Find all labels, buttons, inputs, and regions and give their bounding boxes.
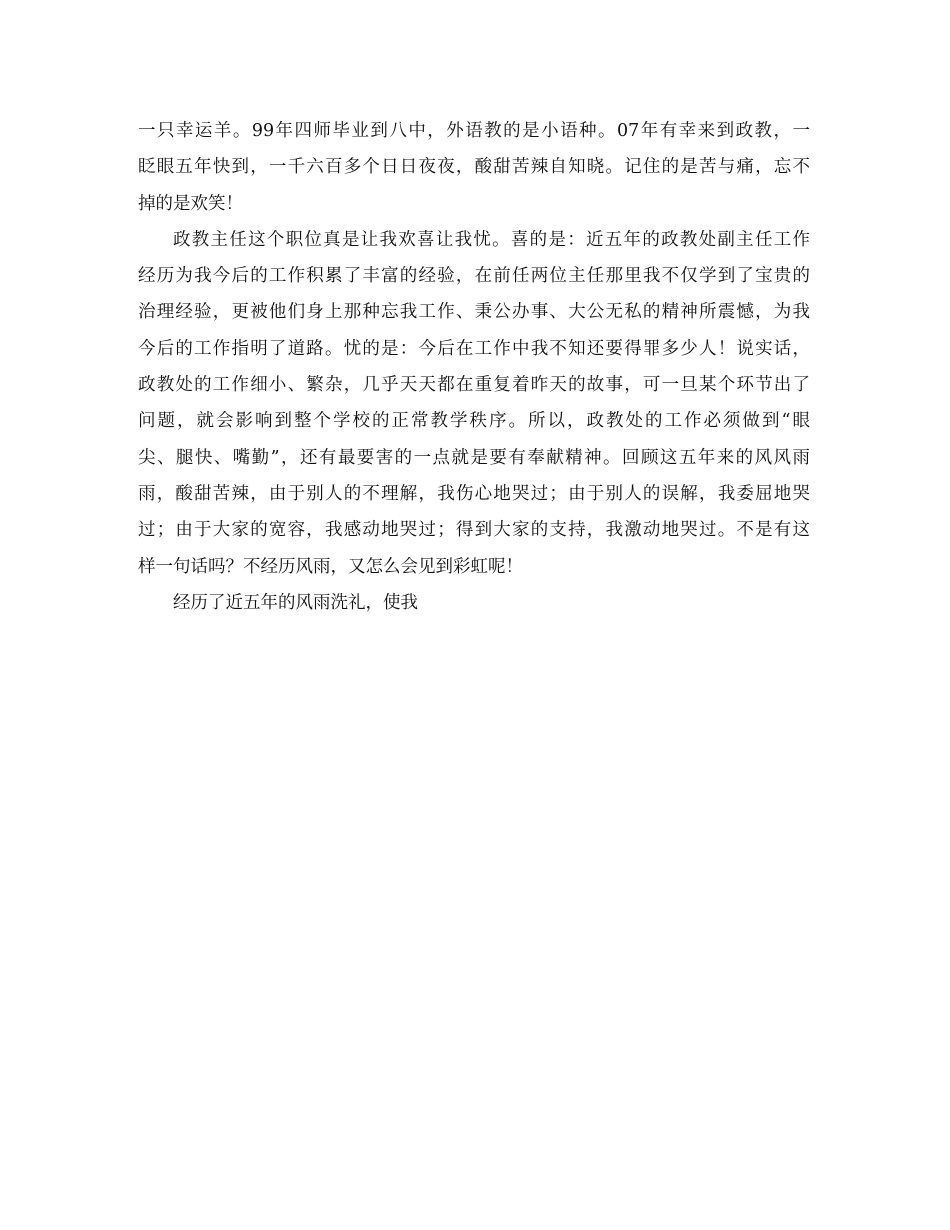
text-line: 问题，就会影响到整个学校的正常教学秩序。所以，政教处的工作必须做到“眼 [138, 411, 810, 432]
text-line: 掉的是欢笑！ [138, 193, 243, 214]
text-line: 尖、腿快、嘴勤”，还有最要害的一点就是要有奉献精神。回顾这五年来的风风雨 [138, 447, 810, 468]
text-line: 经历了近五年的风雨洗礼，使我 [173, 592, 418, 613]
text-line: 经历为我今后的工作积累了丰富的经验，在前任两位主任那里我不仅学到了宝贵的 [138, 266, 810, 287]
text-line: 政教处的工作细小、繁杂，几乎天天都在重复着昨天的故事，可一旦某个环节出了 [138, 375, 810, 396]
text-line: 雨，酸甜苦辣，由于别人的不理解，我伤心地哭过；由于别人的误解，我委屈地哭 [138, 483, 810, 504]
text-line: 样一句话吗？不经历风雨，又怎么会见到彩虹呢！ [138, 556, 523, 577]
paragraph-2 [138, 222, 810, 585]
text-line: 政教主任这个职位真是让我欢喜让我忧。喜的是：近五年的政教处副主任工作 [173, 229, 810, 250]
document-body [138, 113, 810, 621]
text-line: 眨眼五年快到，一千六百多个日日夜夜，酸甜苦辣自知晓。记住的是苦与痛，忘不 [138, 157, 810, 178]
text-line: 一只幸运羊。99年四师毕业到八中，外语教的是小语种。07年有幸来到政教，一 [138, 121, 810, 141]
text-line: 治理经验，更被他们身上那种忘我工作、秉公办事、大公无私的精神所震憾，为我 [138, 302, 810, 323]
paragraph-3 [138, 585, 810, 621]
text-line: 过；由于大家的宽容，我感动地哭过；得到大家的支持，我激动地哭过。不是有这 [138, 520, 810, 541]
text-line: 今后的工作指明了道路。忧的是：今后在工作中我不知还要得罪多少人！说实话， [138, 338, 810, 359]
paragraph-1 [138, 113, 810, 222]
